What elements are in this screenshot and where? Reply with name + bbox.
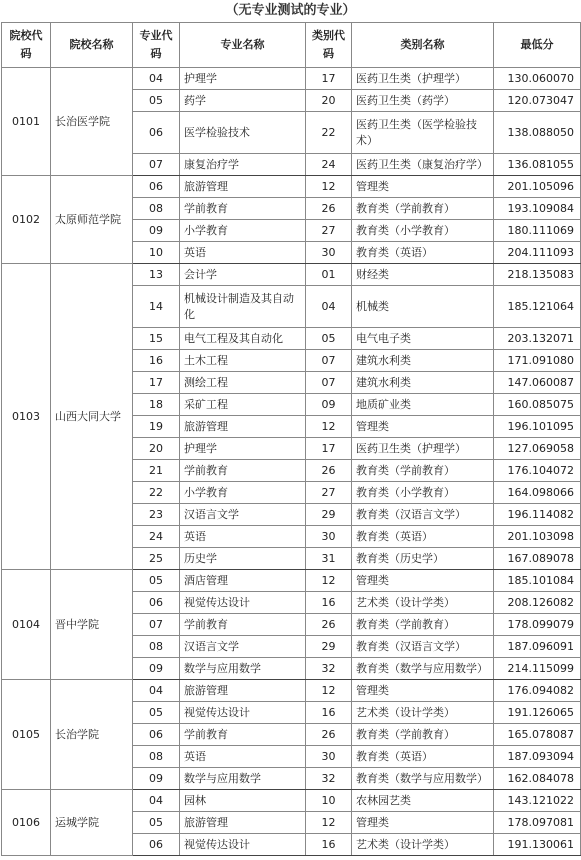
- category-code-cell: 32: [306, 658, 352, 680]
- major-name-cell: 会计学: [180, 264, 306, 286]
- category-name-cell: 教育类（学前教育）: [352, 460, 494, 482]
- table-body: [2, 68, 581, 856]
- admission-score-table: [1, 22, 581, 856]
- school-name-cell: 晋中学院: [51, 570, 133, 680]
- major-code-cell: 19: [133, 416, 180, 438]
- school-code-cell: 0106: [2, 790, 51, 856]
- category-code-cell: 16: [306, 834, 352, 856]
- school-code-cell: 0103: [2, 264, 51, 570]
- major-code-cell: 22: [133, 482, 180, 504]
- min-score-cell: 176.104072: [494, 460, 581, 482]
- category-code-cell: 12: [306, 416, 352, 438]
- category-name-cell: 医药卫生类（护理学）: [352, 438, 494, 460]
- min-score-cell: 180.111069: [494, 220, 581, 242]
- major-code-cell: 07: [133, 614, 180, 636]
- major-name-cell: 学前教育: [180, 724, 306, 746]
- category-code-cell: 30: [306, 746, 352, 768]
- category-name-cell: 教育类（小学教育）: [352, 220, 494, 242]
- major-code-cell: 07: [133, 154, 180, 176]
- min-score-cell: 143.121022: [494, 790, 581, 812]
- major-name-cell: 土木工程: [180, 350, 306, 372]
- category-name-cell: 管理类: [352, 176, 494, 198]
- category-name-cell: 地质矿业类: [352, 394, 494, 416]
- major-code-cell: 06: [133, 834, 180, 856]
- category-code-cell: 20: [306, 90, 352, 112]
- min-score-cell: 218.135083: [494, 264, 581, 286]
- major-code-cell: 04: [133, 68, 180, 90]
- category-name-cell: 艺术类（设计学类）: [352, 834, 494, 856]
- category-code-cell: 17: [306, 68, 352, 90]
- major-name-cell: 医学检验技术: [180, 112, 306, 154]
- category-name-cell: 管理类: [352, 680, 494, 702]
- category-code-cell: 12: [306, 176, 352, 198]
- min-score-cell: 162.084078: [494, 768, 581, 790]
- header-major-name: 专业名称: [180, 23, 306, 68]
- major-code-cell: 14: [133, 286, 180, 328]
- min-score-cell: 136.081055: [494, 154, 581, 176]
- category-code-cell: 10: [306, 790, 352, 812]
- major-code-cell: 09: [133, 220, 180, 242]
- school-code-cell: 0102: [2, 176, 51, 264]
- major-code-cell: 16: [133, 350, 180, 372]
- min-score-cell: 178.099079: [494, 614, 581, 636]
- major-code-cell: 18: [133, 394, 180, 416]
- category-code-cell: 29: [306, 636, 352, 658]
- major-name-cell: 酒店管理: [180, 570, 306, 592]
- category-code-cell: 32: [306, 768, 352, 790]
- major-name-cell: 视觉传达设计: [180, 592, 306, 614]
- major-name-cell: 康复治疗学: [180, 154, 306, 176]
- major-code-cell: 06: [133, 592, 180, 614]
- major-name-cell: 学前教育: [180, 614, 306, 636]
- major-name-cell: 数学与应用数学: [180, 768, 306, 790]
- table-row: [2, 680, 581, 702]
- category-code-cell: 16: [306, 702, 352, 724]
- major-name-cell: 旅游管理: [180, 176, 306, 198]
- header-min-score: 最低分: [494, 23, 581, 68]
- category-name-cell: 财经类: [352, 264, 494, 286]
- category-name-cell: 医药卫生类（医学检验技术）: [352, 112, 494, 154]
- min-score-cell: 165.078087: [494, 724, 581, 746]
- table-title: （无专业测试的专业）: [225, 3, 356, 18]
- table-row: [2, 176, 581, 198]
- table-row: [2, 790, 581, 812]
- min-score-cell: 196.101095: [494, 416, 581, 438]
- major-code-cell: 04: [133, 790, 180, 812]
- major-name-cell: 视觉传达设计: [180, 834, 306, 856]
- category-name-cell: 教育类（数学与应用数学）: [352, 658, 494, 680]
- category-code-cell: 09: [306, 394, 352, 416]
- min-score-cell: 196.114082: [494, 504, 581, 526]
- school-name-cell: 长治医学院: [51, 68, 133, 176]
- major-code-cell: 25: [133, 548, 180, 570]
- major-name-cell: 机械设计制造及其自动化: [180, 286, 306, 328]
- min-score-cell: 171.091080: [494, 350, 581, 372]
- major-name-cell: 护理学: [180, 438, 306, 460]
- major-code-cell: 05: [133, 812, 180, 834]
- category-name-cell: 教育类（英语）: [352, 526, 494, 548]
- category-code-cell: 04: [306, 286, 352, 328]
- category-code-cell: 12: [306, 570, 352, 592]
- major-code-cell: 05: [133, 90, 180, 112]
- category-code-cell: 30: [306, 526, 352, 548]
- major-code-cell: 08: [133, 746, 180, 768]
- major-name-cell: 小学教育: [180, 220, 306, 242]
- category-code-cell: 27: [306, 220, 352, 242]
- min-score-cell: 204.111093: [494, 242, 581, 264]
- min-score-cell: 191.126065: [494, 702, 581, 724]
- min-score-cell: 201.105096: [494, 176, 581, 198]
- category-code-cell: 30: [306, 242, 352, 264]
- min-score-cell: 191.130061: [494, 834, 581, 856]
- major-name-cell: 护理学: [180, 68, 306, 90]
- category-name-cell: 医药卫生类（康复治疗学）: [352, 154, 494, 176]
- category-code-cell: 31: [306, 548, 352, 570]
- school-code-cell: 0101: [2, 68, 51, 176]
- category-code-cell: 07: [306, 350, 352, 372]
- category-name-cell: 建筑水利类: [352, 350, 494, 372]
- category-name-cell: 电气电子类: [352, 328, 494, 350]
- category-name-cell: 建筑水利类: [352, 372, 494, 394]
- category-name-cell: 教育类（学前教育）: [352, 614, 494, 636]
- major-name-cell: 测绘工程: [180, 372, 306, 394]
- category-code-cell: 26: [306, 614, 352, 636]
- major-name-cell: 英语: [180, 746, 306, 768]
- category-code-cell: 26: [306, 724, 352, 746]
- school-name-cell: 山西大同大学: [51, 264, 133, 570]
- header-category-code: 类别代码: [306, 23, 352, 68]
- category-name-cell: 教育类（小学教育）: [352, 482, 494, 504]
- category-name-cell: 医药卫生类（护理学）: [352, 68, 494, 90]
- category-name-cell: 教育类（汉语言文学）: [352, 504, 494, 526]
- min-score-cell: 160.085075: [494, 394, 581, 416]
- major-code-cell: 06: [133, 176, 180, 198]
- major-name-cell: 电气工程及其自动化: [180, 328, 306, 350]
- min-score-cell: 127.069058: [494, 438, 581, 460]
- major-name-cell: 药学: [180, 90, 306, 112]
- major-code-cell: 10: [133, 242, 180, 264]
- min-score-cell: 208.126082: [494, 592, 581, 614]
- major-name-cell: 汉语言文学: [180, 504, 306, 526]
- major-name-cell: 旅游管理: [180, 416, 306, 438]
- min-score-cell: 201.103098: [494, 526, 581, 548]
- category-name-cell: 教育类（汉语言文学）: [352, 636, 494, 658]
- major-code-cell: 05: [133, 702, 180, 724]
- major-code-cell: 24: [133, 526, 180, 548]
- category-code-cell: 26: [306, 198, 352, 220]
- major-name-cell: 园林: [180, 790, 306, 812]
- major-name-cell: 历史学: [180, 548, 306, 570]
- table-row: [2, 68, 581, 90]
- category-name-cell: 教育类（历史学）: [352, 548, 494, 570]
- major-code-cell: 05: [133, 570, 180, 592]
- category-code-cell: 01: [306, 264, 352, 286]
- major-name-cell: 英语: [180, 526, 306, 548]
- category-name-cell: 教育类（学前教育）: [352, 724, 494, 746]
- category-code-cell: 17: [306, 438, 352, 460]
- min-score-cell: 185.101084: [494, 570, 581, 592]
- category-code-cell: 26: [306, 460, 352, 482]
- min-score-cell: 187.093094: [494, 746, 581, 768]
- category-code-cell: 29: [306, 504, 352, 526]
- major-name-cell: 数学与应用数学: [180, 658, 306, 680]
- category-code-cell: 16: [306, 592, 352, 614]
- category-name-cell: 机械类: [352, 286, 494, 328]
- category-code-cell: 07: [306, 372, 352, 394]
- category-code-cell: 24: [306, 154, 352, 176]
- major-code-cell: 06: [133, 112, 180, 154]
- min-score-cell: 138.088050: [494, 112, 581, 154]
- major-code-cell: 20: [133, 438, 180, 460]
- major-code-cell: 09: [133, 768, 180, 790]
- min-score-cell: 164.098066: [494, 482, 581, 504]
- major-code-cell: 08: [133, 198, 180, 220]
- category-code-cell: 12: [306, 680, 352, 702]
- major-name-cell: 英语: [180, 242, 306, 264]
- major-code-cell: 15: [133, 328, 180, 350]
- min-score-cell: 176.094082: [494, 680, 581, 702]
- school-name-cell: 长治学院: [51, 680, 133, 790]
- major-code-cell: 06: [133, 724, 180, 746]
- header-major-code: 专业代码: [133, 23, 180, 68]
- category-name-cell: 教育类（数学与应用数学）: [352, 768, 494, 790]
- major-code-cell: 21: [133, 460, 180, 482]
- category-name-cell: 艺术类（设计学类）: [352, 702, 494, 724]
- header-category-name: 类别名称: [352, 23, 494, 68]
- category-name-cell: 艺术类（设计学类）: [352, 592, 494, 614]
- min-score-cell: 120.073047: [494, 90, 581, 112]
- header-school-name: 院校名称: [51, 23, 133, 68]
- category-name-cell: 管理类: [352, 416, 494, 438]
- category-code-cell: 12: [306, 812, 352, 834]
- table-header: [2, 23, 581, 68]
- category-code-cell: 27: [306, 482, 352, 504]
- min-score-cell: 130.060070: [494, 68, 581, 90]
- min-score-cell: 178.097081: [494, 812, 581, 834]
- min-score-cell: 203.132071: [494, 328, 581, 350]
- major-name-cell: 学前教育: [180, 460, 306, 482]
- major-code-cell: 09: [133, 658, 180, 680]
- school-name-cell: 运城学院: [51, 790, 133, 856]
- major-name-cell: 汉语言文学: [180, 636, 306, 658]
- school-code-cell: 0105: [2, 680, 51, 790]
- min-score-cell: 187.096091: [494, 636, 581, 658]
- major-name-cell: 旅游管理: [180, 680, 306, 702]
- major-name-cell: 旅游管理: [180, 812, 306, 834]
- school-code-cell: 0104: [2, 570, 51, 680]
- category-code-cell: 22: [306, 112, 352, 154]
- category-name-cell: 教育类（英语）: [352, 746, 494, 768]
- major-name-cell: 学前教育: [180, 198, 306, 220]
- major-code-cell: 04: [133, 680, 180, 702]
- header-school-code: 院校代码: [2, 23, 51, 68]
- min-score-cell: 214.115099: [494, 658, 581, 680]
- min-score-cell: 167.089078: [494, 548, 581, 570]
- major-code-cell: 13: [133, 264, 180, 286]
- category-name-cell: 管理类: [352, 570, 494, 592]
- min-score-cell: 193.109084: [494, 198, 581, 220]
- category-name-cell: 教育类（学前教育）: [352, 198, 494, 220]
- category-name-cell: 医药卫生类（药学）: [352, 90, 494, 112]
- min-score-cell: 185.121064: [494, 286, 581, 328]
- category-name-cell: 教育类（英语）: [352, 242, 494, 264]
- major-name-cell: 采矿工程: [180, 394, 306, 416]
- category-code-cell: 05: [306, 328, 352, 350]
- category-name-cell: 农林园艺类: [352, 790, 494, 812]
- major-code-cell: 17: [133, 372, 180, 394]
- table-row: [2, 264, 581, 286]
- major-name-cell: 视觉传达设计: [180, 702, 306, 724]
- min-score-cell: 147.060087: [494, 372, 581, 394]
- major-name-cell: 小学教育: [180, 482, 306, 504]
- major-code-cell: 23: [133, 504, 180, 526]
- major-code-cell: 08: [133, 636, 180, 658]
- table-row: [2, 570, 581, 592]
- category-name-cell: 管理类: [352, 812, 494, 834]
- school-name-cell: 太原师范学院: [51, 176, 133, 264]
